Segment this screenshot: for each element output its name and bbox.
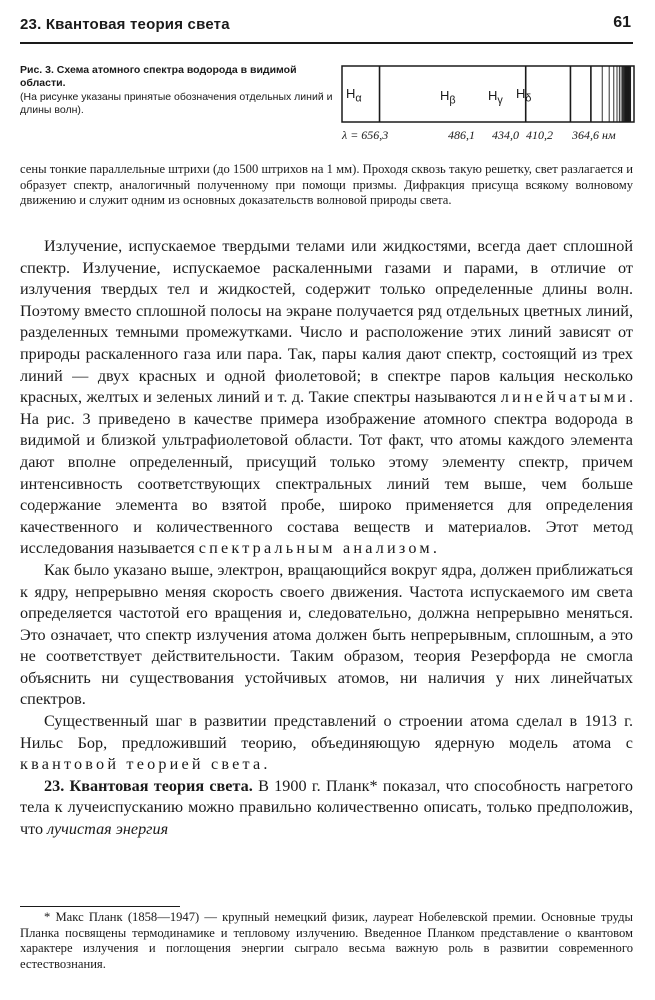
caption-title: Рис. 3. Схема атомного спектра водорода в видимой области. — [20, 64, 297, 89]
line-name-h-delta — [516, 86, 531, 105]
line-name-h: H — [516, 86, 526, 101]
line-name-h-beta — [440, 88, 456, 107]
emphasis-radiant-energy: лучистая энергия — [47, 820, 169, 839]
wavelength-label-beta: 486,1 — [448, 128, 475, 142]
page-number: 61 — [613, 14, 631, 31]
section-heading: 23. Квантовая теория света. — [44, 776, 253, 795]
caption-note: (На рисунке указаны принятые обозначения отдельных линий и длины волн). — [20, 91, 333, 116]
wavelength-label-limit: 364,6 нм — [572, 128, 616, 142]
term-line-spectra: линейчатыми — [500, 388, 629, 407]
paragraph-bohr — [20, 711, 633, 776]
main-text — [20, 236, 633, 841]
paragraph-text: Существенный шаг в развитии представлений о строении атома сделал в 1913 г. Нильс Бор, предложивший теорию, объединяющую ядерную модель атома с — [20, 712, 633, 752]
paragraph-text: Излучение, испускаемое твердыми телами или жидкостями, всегда дает сплошной спектр. Излучение, испускаемое раскаленными газами и парами, в отличие от излучения твердых тел и жидкостей, содержит только определенные длины волн. Поэтому вместо сплошной полосы на экране получается ряд отдельных цветных линий, разделенных темными промежутками. Число и расположение этих линий зависят от природы раскаленного газа или пара. Так, пары калия дают спектр, состоящий из трех линий — двух красных и одной фиолетовой; в спектре паров кальция несколько красных, желтых и зеленых линий и т. д. Такие спектры называются — [20, 237, 633, 407]
running-header — [20, 12, 633, 44]
previous-section-ending — [20, 162, 633, 209]
paragraph-text: . На рис. 3 приведено в качестве примера изображение атомного спектра водорода в видимой и близкой ультрафиолетовой области. Тот факт, что атомы каждого элемента дают вполне определенный, присущий только этому элементу спектр, причем интенсивность соответствующих спектральных линий тем выше, чем больше содержание элемента во взятой пробе, широко применяется для определения качественного и количественного состава веществ и материалов. Этот метод исследования называется — [20, 388, 633, 558]
line-subscript: γ — [497, 94, 503, 107]
line-subscript: β — [449, 94, 456, 107]
running-title: 23. Квантовая теория света — [20, 16, 230, 33]
line-subscript: α — [355, 92, 362, 105]
wavelength-label-alpha: λ = 656,3 — [342, 128, 389, 142]
line-name-h: H — [346, 86, 356, 101]
footnote — [20, 910, 633, 972]
paragraph-text: . — [432, 539, 437, 558]
hydrogen-spectrum-diagram — [340, 62, 640, 152]
line-name-h: H — [440, 88, 450, 103]
wavelength-label-delta: 410,2 — [526, 128, 553, 142]
term-quantum-theory: квантовой теорией света — [20, 755, 264, 774]
paragraph-planck — [20, 776, 633, 841]
small-paragraph: сены тонкие параллельные штрихи (до 1500 штрихов на 1 мм). Проходя сквозь такую решетку, свет разлагается и образует спектр, аналогичный полученному при помощи призмы. Дифракция присуща всякому волновому движению и служит одним из основных доказательств волновой природы света. — [20, 162, 633, 207]
wavelength-label-gamma: 434,0 — [492, 128, 519, 142]
footnote-text: * Макс Планк (1858—1947) — крупный немецкий физик, лауреат Нобелевской премии. Основные труды Планка посвящены термодинамике и тепловому излучению. Введенное Планком представление о квантовом характере излучения и поглощения энергии сыграло весьма важную роль в развитии современного естествознания. — [20, 910, 633, 971]
line-name-h: H — [488, 88, 498, 103]
line-subscript: δ — [525, 92, 532, 105]
line-name-h-gamma — [488, 88, 503, 107]
paragraph-rutherford: Как было указано выше, электрон, вращающийся вокруг ядра, должен приближаться к ядру, непрерывно меняя скорость своего движения. Частота испускаемого им света определяется частотой его вращения и, следовательно, должна непрерывно меняться. Это означает, что спектр излучения атома должен быть непрерывным, сплошным, а это не соответствует действительности. Таким образом, теория Резерфорда не смогла объяснить ни существования устойчивых атомов, ни наличия у них линейчатых спектров. — [20, 560, 633, 709]
term-spectral-analysis: спектральным анализом — [198, 539, 433, 558]
line-name-h-alpha — [346, 86, 362, 105]
paragraph-text: В 1900 г. Планк* показал, что способность нагретого тела к лучеиспусканию можно правильно количественно описать, только предположив, что — [20, 776, 633, 839]
figure-caption — [20, 64, 340, 117]
paragraph-text: . — [263, 755, 268, 774]
footnote-rule — [20, 906, 180, 907]
paragraph-line-spectra — [20, 236, 633, 560]
